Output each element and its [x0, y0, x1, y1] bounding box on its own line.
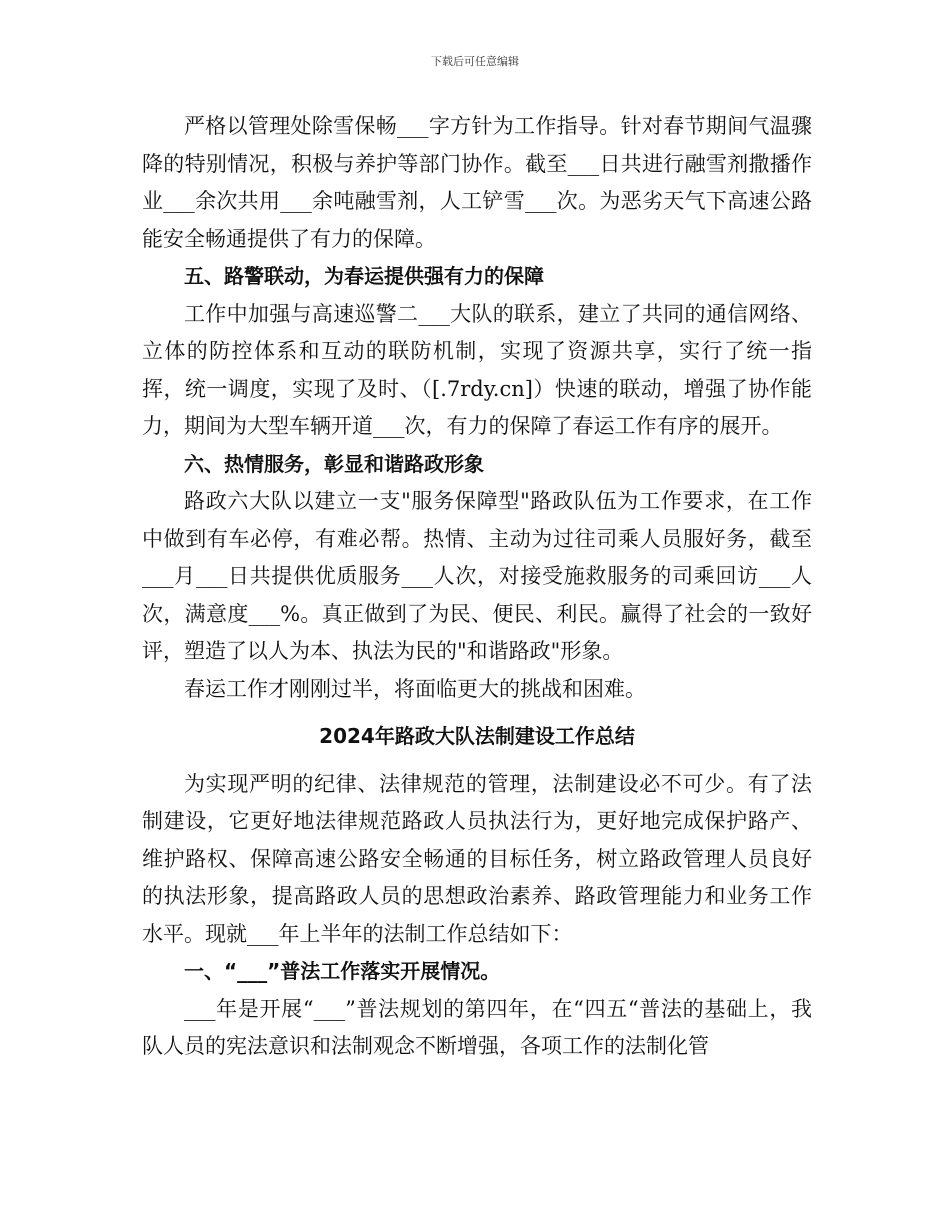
- paragraph-conclusion: 春运工作才刚刚过半，将面临更大的挑战和困难。: [184, 676, 646, 701]
- section-heading-1: 一、“___”普法工作落实开展情况。: [184, 959, 501, 983]
- document-body: [142, 108, 812, 1066]
- page-header: 下载后可任意编辑: [431, 55, 519, 68]
- paragraph-service: 路政六大队以建立一支"服务保障型"路政队伍为工作要求，在工作中做到有车必停，有难必帮。热情、主动为过往司乘人员服好务，截至___月___日共提供优质服务___人次，对接受施救服务的司乘回访___人次，满意度___%。真正做到了为民、便民、利民。赢得了社会的一致好评，塑造了以人为本、执法为民的"和谐路政"形象。: [142, 489, 812, 663]
- paragraph-police-cooperation: 工作中加强与高速巡警二___大队的联系，建立了共同的通信网络、立体的防控体系和互动的联防机制，实现了资源共享，实行了统一指挥，统一调度，实现了及时、（[.7rdy.cn]）快速的联动，增强了协作能力，期间为大型车辆开道___次，有力的保障了春运工作有序的展开。: [142, 301, 812, 438]
- section-heading-5: 五、路警联动，为春运提供强有力的保障: [184, 264, 544, 288]
- paragraph-law-education: ___年是开展“___”普法规划的第四年，在“四五“普法的基础上，我队人员的宪法意识和法制观念不断增强，各项工作的法制化管: [142, 996, 812, 1058]
- paragraph-snow-removal: 严格以管理处除雪保畅___字方针为工作指导。针对春节期间气温骤降的特别情况，积极与养护等部门协作。截至___日共进行融雪剂撒播作业___余次共用___余吨融雪剂，人工铲雪___次。为恶劣天气下高速公路能安全畅通提供了有力的保障。: [142, 114, 812, 251]
- document-title: 2024年路政大队法制建设工作总结: [319, 724, 635, 748]
- section-heading-6: 六、热情服务，彰显和谐路政形象: [184, 451, 484, 476]
- paragraph-intro: 为实现严明的纪律、法律规范的管理，法制建设必不可少。有了法制建设，它更好地法律规范路政人员执法行为，更好地完成保护路产、维护路权、保障高速公路安全畅通的目标任务，树立路政管理人员良好的执法形象，提高路政人员的思想政治素养、路政管理能力和业务工作水平。现就___年上半年的法制工作总结如下：: [142, 771, 812, 946]
